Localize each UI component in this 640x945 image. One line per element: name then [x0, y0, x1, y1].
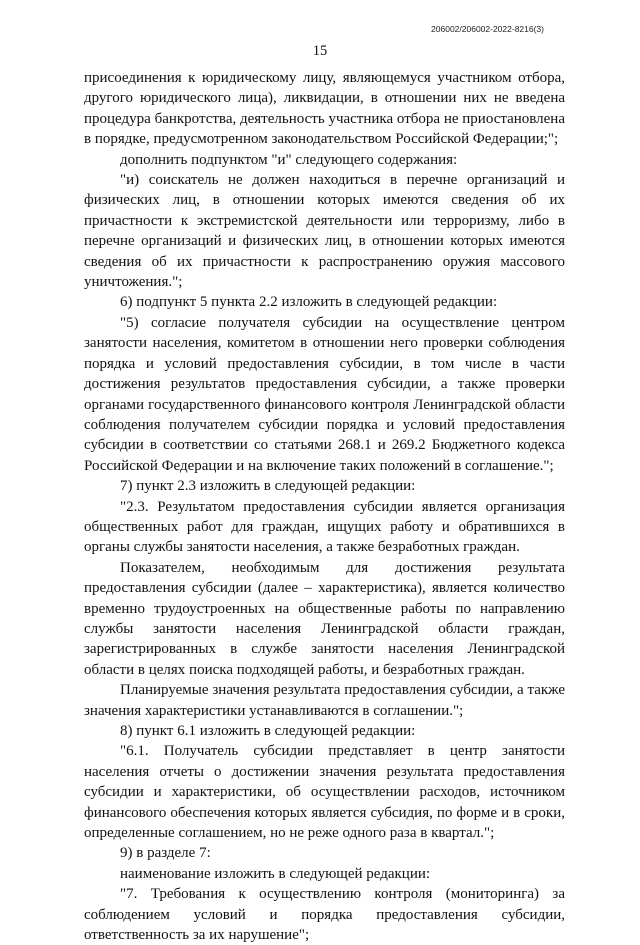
paragraph-subpoint-5: "5) согласие получателя субсидии на осуществление центром занятости населения, комитетом в отношении него проверки соблюдения порядка и условий предоставления субсидии, в том числе в части достижения результатов предоставления субсидии, а также проверки органами государственного финансового контроля Ленинградской области соблюдения получателем субсидии порядка и условий предоставления субсидии в соответствии со статьями 268.1 и 269.2 Бюджетного кодекса Российской Федерации и на включение таких положений в соглашение."; [84, 314, 565, 474]
paragraph-item-6: 6) подпункт 5 пункта 2.2 изложить в следующей редакции: [120, 294, 498, 311]
document-body [84, 68, 565, 945]
paragraph-indicator: Показателем, необходимым для достижения результата предоставления субсидии (далее – характеристика), является количество временно трудоустроенных на общественные работы по направлению службы занятости населения Ленинградской области граждан, зарегистрированных в службе занятости населения Ленинградской области в целях поиска подходящей работы, и безработных граждан. [84, 559, 565, 678]
paragraph-subpoint-i: "и) соискатель не должен находиться в перечне организаций и физических лиц, в отношении которых имеются сведения об их причастности к экстремистской деятельности или терроризму, либо в перечне организаций и физических лиц, в отношении которых имеются сведения об их причастности к распространению оружия массового уничтожения."; [84, 172, 565, 291]
page-number: 15 [312, 43, 328, 59]
paragraph-section-name: наименование изложить в следующей редакции: [120, 865, 431, 882]
paragraph-point-6-1: "6.1. Получатель субсидии представляет в центр занятости населения отчеты о достижении значения результата предоставления субсидии и характеристики, об осуществлении расходов, источником финансового обеспечения которых является субсидия, по форме и в сроки, определенные соглашением, но не реже одного раза в квартал."; [84, 743, 565, 842]
document-registration-code: 206002/206002-2022-8216(3) [431, 24, 544, 34]
paragraph-planned-values: Планируемые значения результата предоставления субсидии, а также значения характеристики устанавливаются в соглашении."; [84, 682, 565, 719]
paragraph-item-7: 7) пункт 2.3 изложить в следующей редакции: [120, 478, 416, 495]
paragraph-section-7-title: "7. Требования к осуществлению контроля (мониторинга) за соблюдением условий и порядка предоставления субсидии, ответственность за их нарушение"; [84, 886, 565, 944]
paragraph-amendment-intro: дополнить подпунктом "и" следующего содержания: [120, 151, 458, 168]
paragraph-item-9: 9) в разделе 7: [120, 845, 211, 862]
paragraph-point-2-3: "2.3. Результатом предоставления субсидии является организация общественных работ для граждан, ищущих работу и обратившихся в органы службы занятости населения, а также безработных граждан. [84, 498, 565, 556]
paragraph-continuation: присоединения к юридическому лицу, являющемуся участником отбора, другого юридического лица), ликвидации, в отношении них не введена процедура банкротства, деятельность участника отбора не приостановлена в порядке, предусмотренном законодательством Российской Федерации;"; [84, 70, 565, 148]
paragraph-item-8: 8) пункт 6.1 изложить в следующей редакции: [120, 723, 416, 739]
